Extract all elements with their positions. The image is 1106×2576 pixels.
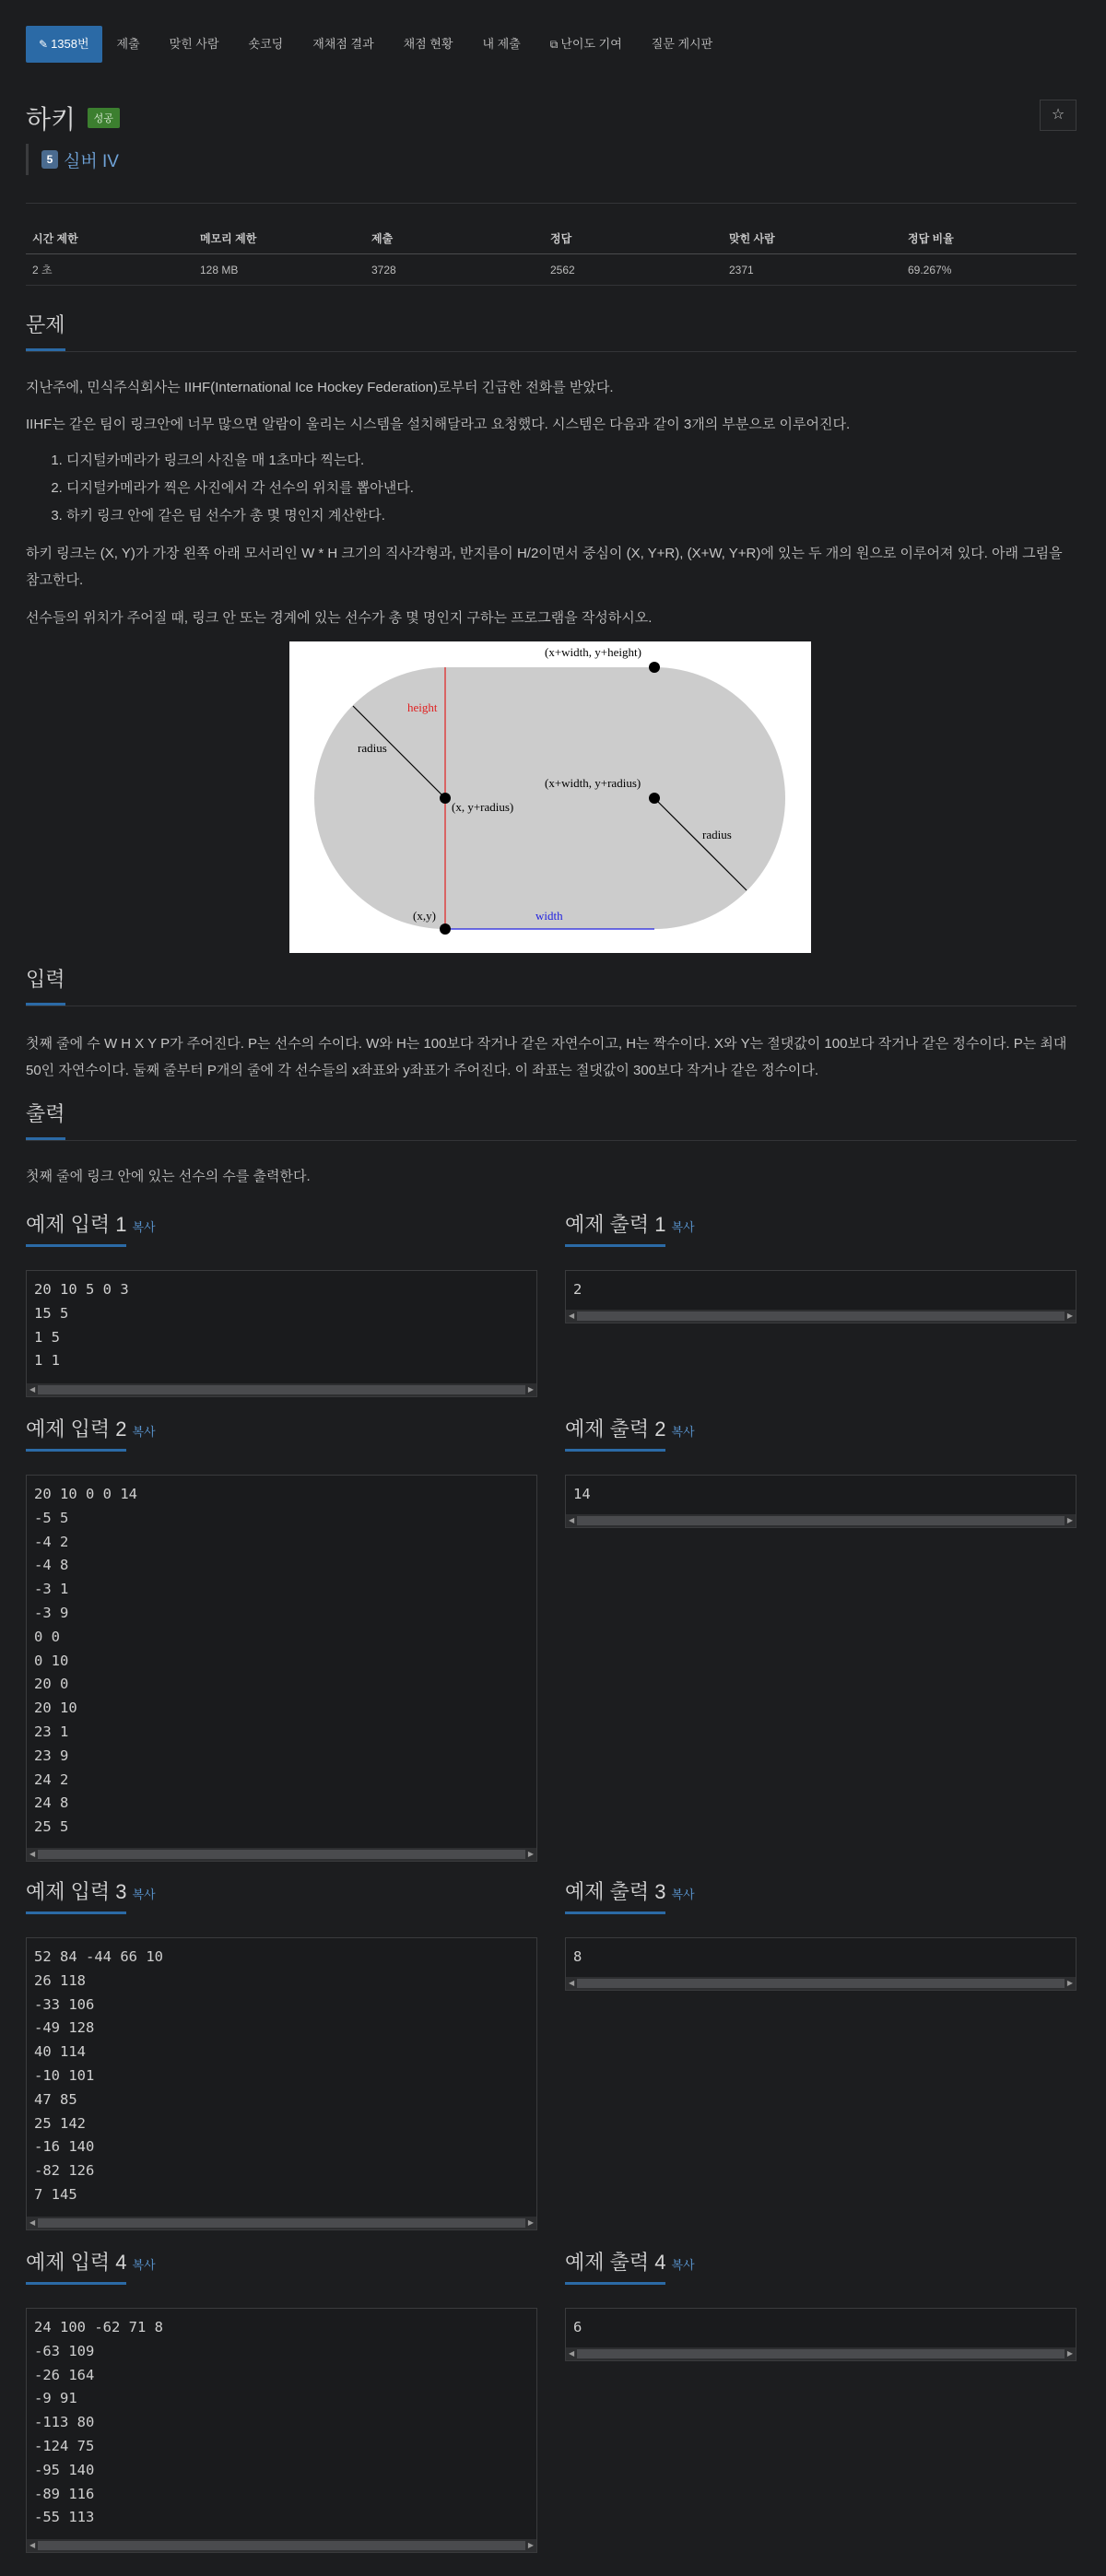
code-line: -4 2 (34, 1533, 69, 1550)
copy-button[interactable]: 복사 (671, 1888, 695, 1901)
table-cell: 2562 (544, 254, 723, 286)
code-line: 6 (573, 2319, 582, 2335)
sample-output-title: 예제 출력 4 (565, 2249, 665, 2285)
external-link-icon: ⧉ (549, 38, 559, 51)
code-line: 40 114 (34, 2043, 86, 2061)
label-origin: (x,y) (413, 909, 436, 923)
label-top-right: (x+width, y+height) (545, 645, 641, 659)
table-cell: 2371 (723, 254, 901, 286)
horizontal-scrollbar[interactable] (566, 2347, 1076, 2360)
copy-button[interactable]: 복사 (671, 2258, 695, 2272)
scrollbar-thumb[interactable] (38, 2218, 525, 2228)
sample-input-box[interactable] (26, 1270, 537, 1397)
code-line: 8 (573, 1948, 582, 1965)
sample-output-header (565, 1878, 695, 1915)
sample-output-header (565, 2249, 695, 2286)
problem-paragraph-4: 선수들의 위치가 주어질 때, 링크 안 또는 경계에 있는 선수가 총 몇 명인지 구하는 프로그램을 작성하시오. (26, 610, 653, 626)
code-line: -3 1 (34, 1581, 69, 1598)
sample-output-title: 예제 출력 2 (565, 1416, 665, 1452)
code-line: 1 1 (34, 1352, 60, 1370)
problem-paragraph-2: IIHF는 같은 팀이 링크안에 너무 많으면 알람이 울리는 시스템을 설치해달라고 요청했다. 시스템은 다음과 같이 3개의 부분으로 이루어진다. (26, 417, 851, 432)
table-header: 메모리 제한 (194, 223, 365, 254)
scrollbar-thumb[interactable] (38, 1385, 525, 1394)
pencil-icon: ✎ (39, 38, 49, 51)
sample-output-header (565, 1211, 695, 1248)
table-header: 정답 비율 (901, 223, 1077, 254)
code-line: 20 10 0 0 14 (34, 1486, 137, 1502)
code-line: 23 9 (34, 1747, 69, 1764)
horizontal-scrollbar[interactable] (566, 1514, 1076, 1527)
scroll-right-icon[interactable]: ▶ (1066, 1312, 1073, 1320)
sample-input-header (26, 1211, 156, 1248)
code-line: 47 85 (34, 2090, 77, 2108)
code-line: -33 106 (34, 1995, 95, 2013)
section-title: 출력 (26, 1099, 65, 1140)
copy-button[interactable]: 복사 (132, 1425, 156, 1439)
table-header: 시간 제한 (26, 223, 194, 254)
scroll-left-icon[interactable]: ◀ (569, 2349, 575, 2358)
sample-input-title: 예제 입력 4 (26, 2249, 126, 2285)
code-line: 1 5 (34, 1328, 60, 1346)
sample-input-title: 예제 입력 3 (26, 1878, 126, 1914)
code-line: -55 113 (34, 2509, 95, 2526)
sample-input-header (26, 1878, 156, 1915)
copy-button[interactable]: 복사 (132, 1220, 156, 1234)
scroll-left-icon[interactable]: ◀ (29, 2218, 36, 2227)
scroll-left-icon[interactable]: ◀ (569, 1312, 575, 1320)
scrollbar-thumb[interactable] (577, 2349, 1065, 2358)
code-line: 2 (573, 1281, 582, 1298)
sample-output-code (566, 1476, 1076, 1507)
tab-label: 1358번 (51, 37, 89, 51)
point-top-right (649, 662, 660, 673)
code-line: 26 118 (34, 1971, 86, 1989)
code-line: 25 142 (34, 2114, 86, 2132)
code-line: -95 140 (34, 2461, 95, 2478)
section-title: 문제 (26, 310, 65, 351)
tab-rejudge-results[interactable]: 재채점 결과 (312, 37, 374, 51)
code-line: 0 10 (34, 1652, 69, 1669)
tab-my-submissions[interactable]: 내 제출 (482, 37, 521, 51)
tab-short-coding[interactable]: 숏코딩 (248, 37, 284, 51)
scroll-right-icon[interactable]: ▶ (1066, 1979, 1073, 1987)
problem-nav (26, 26, 727, 63)
problem-section-header (26, 310, 1077, 352)
sample-output-box[interactable] (565, 2308, 1077, 2361)
list-item: 3. 하키 링크 안에 같은 팀 선수가 총 몇 명인지 계산한다. (66, 502, 1077, 530)
page-title: 하키 (26, 105, 76, 134)
tab-label: 난이도 기여 (560, 37, 622, 51)
scroll-left-icon[interactable]: ◀ (29, 2541, 36, 2549)
label-height: height (407, 700, 438, 714)
table-header: 맞힌 사람 (723, 223, 901, 254)
title-row (26, 100, 1077, 136)
scroll-left-icon[interactable]: ◀ (29, 1385, 36, 1394)
scroll-right-icon[interactable]: ▶ (527, 2541, 534, 2549)
label-radius-left: radius (358, 741, 387, 755)
horizontal-scrollbar[interactable] (27, 2539, 536, 2552)
code-line: 0 0 (34, 1628, 60, 1645)
sample-input-box[interactable] (26, 1475, 537, 1862)
code-line: 24 8 (34, 1794, 69, 1812)
sample-input-title: 예제 입력 1 (26, 1211, 126, 1247)
scrollbar-thumb[interactable] (38, 2541, 525, 2550)
sample-input-box[interactable] (26, 1937, 537, 2230)
code-line: -124 75 (34, 2437, 95, 2454)
scrollbar-thumb[interactable] (577, 1516, 1065, 1525)
tier-info (26, 144, 119, 175)
code-line: 7 145 (34, 2185, 77, 2203)
horizontal-scrollbar[interactable] (27, 1383, 536, 1396)
scroll-right-icon[interactable]: ▶ (1066, 2349, 1073, 2358)
sample-output-header (565, 1416, 695, 1453)
table-cell: 3728 (365, 254, 544, 286)
scroll-right-icon[interactable]: ▶ (527, 2218, 534, 2227)
tier-label[interactable]: 실버 IV (64, 151, 119, 171)
output-description: 첫째 줄에 링크 안에 있는 선수의 수를 출력한다. (26, 1169, 311, 1184)
label-width: width (535, 909, 563, 923)
scroll-left-icon[interactable]: ◀ (29, 1850, 36, 1858)
code-line: -89 116 (34, 2485, 95, 2502)
code-line: -16 140 (34, 2138, 95, 2156)
sample-output-code (566, 1271, 1076, 1302)
code-line: 24 2 (34, 1770, 69, 1788)
code-line: 14 (573, 1486, 591, 1502)
scroll-left-icon[interactable]: ◀ (569, 1979, 575, 1987)
list-item: 2. 디지털카메라가 찍은 사진에서 각 선수의 위치를 뽑아낸다. (66, 475, 1077, 502)
scrollbar-thumb[interactable] (38, 1850, 525, 1859)
scrollbar-thumb[interactable] (577, 1312, 1065, 1321)
sample-output-title: 예제 출력 1 (565, 1211, 665, 1247)
point-center-left (440, 793, 451, 804)
star-button[interactable] (1040, 100, 1077, 131)
input-description: 첫째 줄에 수 W H X Y P가 주어진다. P는 선수의 수이다. W와 H는 100보다 작거나 같은 자연수이고, H는 짝수이다. X와 Y는 절댓값이 100보다 작거나 같은 정수이다. P는 최대 50인 자연수이다. 둘째 줄부터 P개의 줄에 각 선수들의 x좌표와 y좌표가 주어진다. 이 좌표는 절댓값이 300보다 작거나 같은 정수이다. (26, 1036, 1067, 1078)
code-line: -9 91 (34, 2390, 77, 2407)
code-line: -26 164 (34, 2366, 95, 2383)
table-row (26, 254, 1077, 286)
section-title: 입력 (26, 964, 65, 1006)
problem-steps (26, 447, 1077, 530)
code-line: 25 5 (34, 1818, 69, 1836)
code-line: -4 8 (34, 1557, 69, 1574)
copy-button[interactable]: 복사 (132, 1888, 156, 1901)
scroll-left-icon[interactable]: ◀ (569, 1516, 575, 1524)
sample-output-box[interactable] (565, 1937, 1077, 1991)
problem-paragraph-1: 지난주에, 민식주식회사는 IIHF(International Ice Hockey Federation)로부터 긴급한 전화를 받았다. (26, 380, 614, 395)
copy-button[interactable]: 복사 (671, 1220, 695, 1234)
label-center-left: (x, y+radius) (452, 800, 514, 814)
sample-output-box[interactable] (565, 1475, 1077, 1528)
output-section-header (26, 1099, 1077, 1141)
code-line: 23 1 (34, 1723, 69, 1740)
tab-difficulty-contribution[interactable] (535, 26, 637, 63)
copy-button[interactable]: 복사 (671, 1425, 695, 1439)
tab-solved-users[interactable]: 맞힌 사람 (169, 37, 219, 51)
table-cell: 2 초 (26, 254, 194, 286)
sample-output-title: 예제 출력 3 (565, 1878, 665, 1914)
point-origin (440, 923, 451, 935)
code-line: -3 9 (34, 1604, 69, 1621)
rink-shape (314, 667, 785, 929)
horizontal-scrollbar[interactable] (27, 2217, 536, 2229)
problem-info-table (26, 223, 1077, 286)
tab-question-board[interactable]: 질문 게시판 (651, 37, 713, 51)
tab-problem[interactable] (26, 26, 102, 63)
code-line: 20 0 (34, 1676, 69, 1693)
label-center-right: (x+width, y+radius) (545, 776, 641, 790)
code-line: 20 10 (34, 1700, 77, 1717)
sample-input-title: 예제 입력 2 (26, 1416, 126, 1452)
problem-paragraph-3: 하키 링크는 (X, Y)가 가장 왼쪽 아래 모서리인 W * H 크기의 직사각형과, 반지름이 H/2이면서 중심이 (X, Y+R), (X+W, Y+R)에 있는 두 개의 원으로 이루어져 있다. 아래 그림을 참고한다. (26, 546, 1063, 588)
sample-input-code (27, 1271, 536, 1373)
label-radius-right: radius (702, 828, 732, 841)
tab-judge-status[interactable]: 채점 현황 (403, 37, 453, 51)
scrollbar-thumb[interactable] (577, 1979, 1065, 1988)
code-line: 20 10 5 0 3 (34, 1281, 129, 1298)
sample-input-code (27, 1476, 536, 1840)
sample-output-code (566, 1938, 1076, 1970)
table-header: 제출 (365, 223, 544, 254)
sample-input-box[interactable] (26, 2308, 537, 2553)
code-line: 52 84 -44 66 10 (34, 1948, 163, 1965)
star-icon: ☆ (1051, 107, 1065, 123)
scroll-right-icon[interactable]: ▶ (527, 1385, 534, 1394)
list-item: 1. 디지털카메라가 링크의 사진을 매 1초마다 찍는다. (66, 447, 1077, 475)
table-cell: 128 MB (194, 254, 365, 286)
point-center-right (649, 793, 660, 804)
code-line: 24 100 -62 71 8 (34, 2319, 163, 2335)
code-line: -49 128 (34, 2019, 95, 2037)
hockey-rink-figure (289, 641, 811, 953)
input-section-header (26, 964, 1077, 1006)
code-line: -63 109 (34, 2342, 95, 2359)
table-cell: 69.267% (901, 254, 1077, 286)
sample-output-box[interactable] (565, 1270, 1077, 1323)
sample-input-code (27, 1938, 536, 2207)
divider (26, 203, 1077, 204)
sample-input-header (26, 1416, 156, 1453)
table-header: 정답 (544, 223, 723, 254)
copy-button[interactable]: 복사 (132, 2258, 156, 2272)
horizontal-scrollbar[interactable] (27, 1848, 536, 1861)
horizontal-scrollbar[interactable] (566, 1977, 1076, 1990)
tier-icon: 5 (41, 150, 58, 169)
sample-output-code (566, 2309, 1076, 2340)
code-line: -82 126 (34, 2162, 95, 2180)
code-line: -113 80 (34, 2414, 95, 2431)
code-line: -10 101 (34, 2066, 95, 2084)
code-line: -5 5 (34, 1509, 69, 1526)
sample-input-header (26, 2249, 156, 2286)
status-badge: 성공 (88, 108, 120, 128)
scroll-right-icon[interactable]: ▶ (1066, 1516, 1073, 1524)
table-header-row (26, 223, 1077, 254)
code-line: 15 5 (34, 1304, 69, 1322)
scroll-right-icon[interactable]: ▶ (527, 1850, 534, 1858)
horizontal-scrollbar[interactable] (566, 1310, 1076, 1323)
rink-diagram (289, 641, 811, 953)
sample-input-code (27, 2309, 536, 2530)
tab-submit[interactable]: 제출 (116, 37, 140, 51)
